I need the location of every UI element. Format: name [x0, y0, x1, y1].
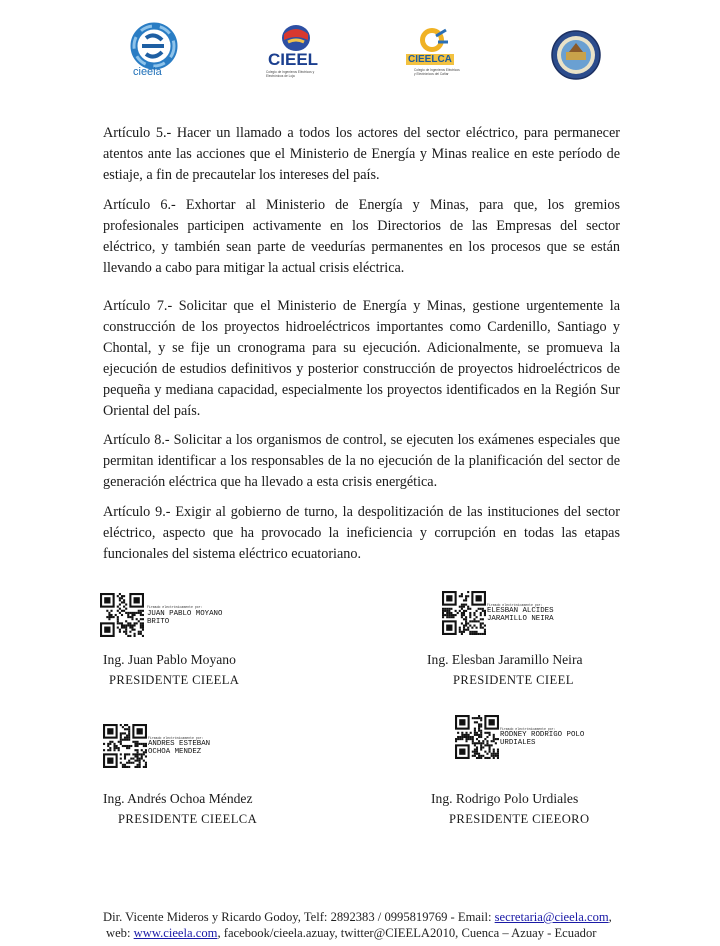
article-9: Artículo 9.- Exigir al gobierno de turno, la despolitización de las instituciones del sector eléctrico, aspecto que ha provocado la ineficiencia y corrupción en todas las etapas funcionales del sistema eléctrico ecuatoriano. — [103, 504, 620, 562]
footer-social: , facebook/cieela.azuay, twitter@CIEELA2010, Cuenca – Azuay - Ecuador — [217, 926, 597, 940]
footer-address-line — [96, 909, 656, 925]
signed-name: ELESBAN ALCIDES JARAMILLO NEIRA — [487, 607, 554, 624]
cieelca-plug-icon — [416, 26, 452, 56]
cieela-logo — [128, 22, 180, 84]
cieela-caption: cieela — [133, 66, 162, 78]
signed-by-label: Firmado electrónicamente por: — [487, 603, 543, 607]
signer-title: PRESIDENTE CIEELCA — [118, 812, 258, 826]
cieel-globe-icon — [276, 22, 316, 52]
article-5: Artículo 5.- Hacer un llamado a todos los actores del sector eléctrico, para permanecer atentos ante las acciones que el Ministerio de Energía y Minas realice en este período de estiaje, a fin de precautelar los intereses del país. — [103, 125, 620, 183]
signed-by-label: Firmado electrónicamente por: — [148, 736, 204, 740]
footer — [96, 909, 656, 941]
signer-name: Ing. Rodrigo Polo Urdiales — [431, 791, 579, 806]
signed-name: ANDRES ESTEBAN OCHOA MENDEZ — [148, 740, 211, 757]
cieel-subcaption: Colegio de Ingenieros Eléctricos y Electrónicos de Loja — [266, 70, 315, 78]
signer-title: PRESIDENTE CIEELA — [109, 673, 240, 687]
article-7: Artículo 7.- Solicitar que el Ministerio de Energía y Minas, gestione urgentemente la construcción de los proyectos hidroeléctricos importantes como Cardenillo, Santiago y Chontal, y se fije un cronograma para su ejecución. Adicionalmente, se promueva la ejecución de estudios definitivos y posterior construcción de proyectos hidroeléctricos de pequeña y mediana capacidad, especialmente los proyectos identificados en la Región Sur Oriental del país. — [103, 298, 620, 419]
cieelca-caption: CIEELCA — [408, 54, 452, 65]
cieel-logo — [266, 22, 328, 84]
cieelca-logo — [404, 26, 466, 86]
signer-title: PRESIDENTE CIEEL — [453, 673, 574, 687]
signer-name: Ing. Elesban Jaramillo Neira — [427, 652, 583, 667]
signer-title: PRESIDENTE CIEEORO — [449, 812, 590, 826]
article-6: Artículo 6.- Exhortar al Ministerio de Energía y Minas, para que, los gremios profesionales participen activamente en los Directorios de las Empresas del sector eléctrico, y también sean parte de veedurías permanentes en los procesos que se están llevando a cabo para mitigar la actual crisis eléctrica. — [103, 197, 620, 276]
cieeoro-logo — [551, 30, 601, 80]
footer-web-link[interactable]: www.cieela.com — [133, 926, 218, 940]
cieel-caption: CIEEL — [268, 50, 319, 69]
cieeoro-seal-icon — [551, 30, 601, 80]
cieela-emblem-icon — [128, 22, 180, 70]
signed-by-label: Firmado electrónicamente por: — [500, 727, 556, 731]
signer-name: Ing. Juan Pablo Moyano — [103, 652, 236, 667]
qr-code-icon — [442, 591, 486, 635]
signer-name: Ing. Andrés Ochoa Méndez — [103, 791, 253, 806]
footer-email-suffix: , — [608, 910, 612, 924]
cieelca-subcaption: Colegio de Ingenieros Eléctricos y Electrónicos del Cañar — [414, 68, 460, 76]
qr-code-icon — [100, 593, 144, 637]
footer-address: Dir. Vicente Mideros y Ricardo Godoy, Telf: 2892383 / 0995819769 - Email: — [103, 910, 495, 924]
footer-email-link[interactable]: secretaria@cieela.com — [494, 910, 609, 924]
qr-code-icon — [103, 724, 147, 768]
signed-name: RODNEY RODRIGO POLO URDIALES — [500, 731, 585, 748]
footer-web-label: web: — [106, 926, 134, 940]
qr-code-icon — [455, 715, 499, 759]
article-8: Artículo 8.- Solicitar a los organismos de control, se ejecuten los exámenes especiales que permitan identificar a los responsables de la no ejecución de la planificación del sector de generación eléctrica que ha llevado a esta crisis energética. — [103, 432, 620, 490]
signed-by-label: Firmado electrónicamente por: — [147, 605, 203, 609]
footer-web-line — [96, 925, 656, 941]
signed-name: JUAN PABLO MOYANO BRITO — [147, 610, 223, 627]
